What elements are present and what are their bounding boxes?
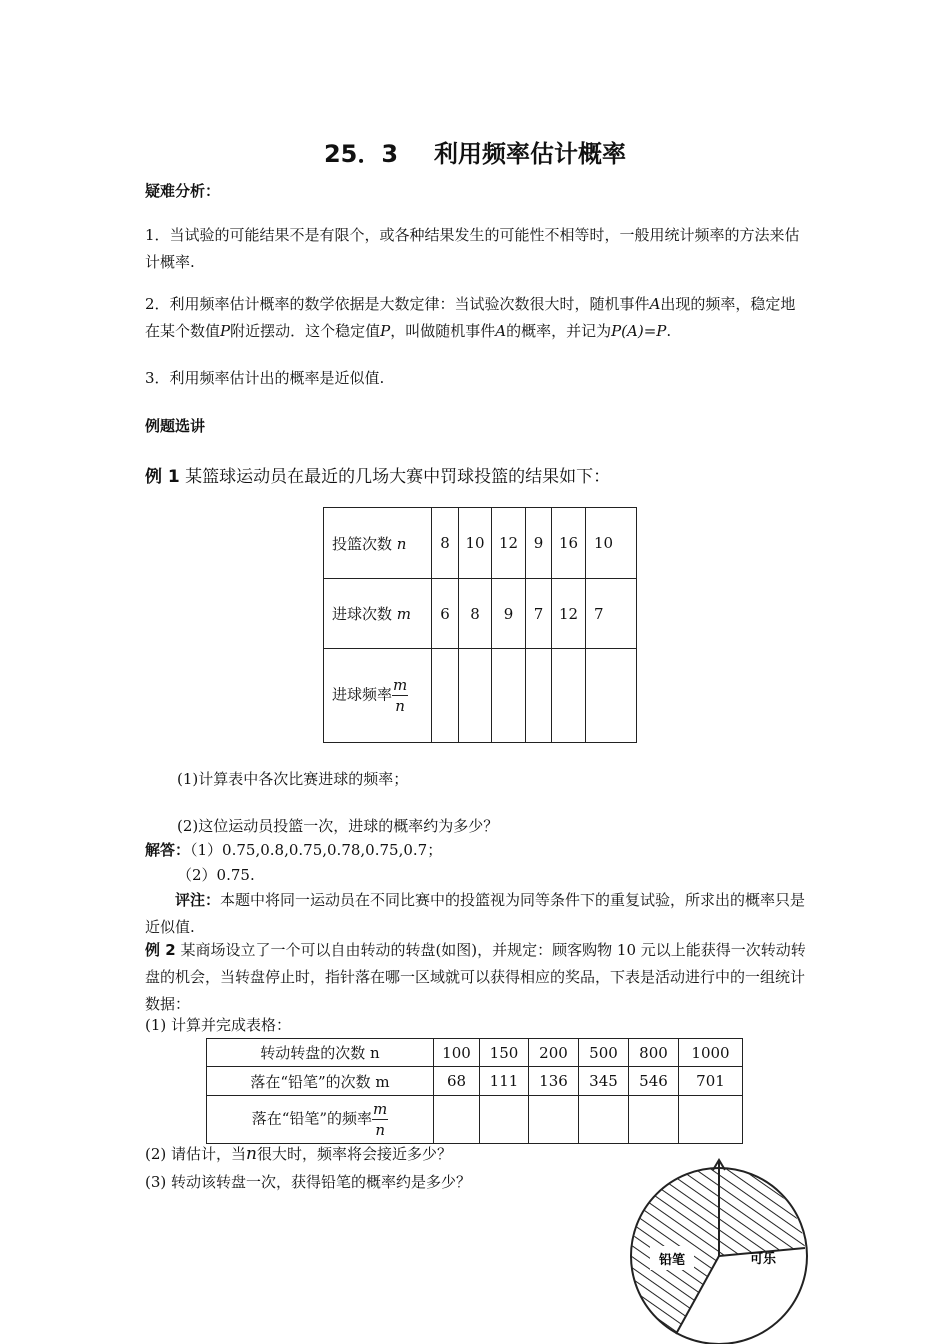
table-cell: 6 — [432, 579, 459, 649]
title-text: 利用频率估计概率 — [434, 140, 627, 168]
examples-heading: 例题选讲 — [145, 417, 206, 435]
table-cell: 345 — [579, 1067, 629, 1096]
table-cell-empty — [529, 1096, 579, 1144]
example1-label: 例 1 — [145, 467, 180, 487]
table-row — [207, 1067, 743, 1096]
pencil-sector-top-right — [719, 1168, 805, 1256]
example2-text: 某商场设立了一个可以自由转动的转盘(如图)，并规定：顾客购物 10 元以上能获得一次转动转盘的机会，当转盘停止时，指针落在哪一区域就可以获得相应的奖品，下表是活动进行中的一组统计数据： — [145, 941, 806, 1013]
analysis-item-1: 1．当试验的可能结果不是有限个，或各种结果发生的可能性不相等时，一般用统计频率的方法来估计概率. — [145, 226, 800, 271]
table-row — [324, 508, 637, 579]
table-cell-empty — [586, 649, 637, 743]
table-cell-empty — [459, 649, 492, 743]
table-cell: 111 — [480, 1067, 529, 1096]
table-cell-empty — [480, 1096, 529, 1144]
row-label: 进球次数 m — [324, 579, 432, 649]
table-cell: 200 — [529, 1039, 579, 1067]
table-cell-empty — [432, 649, 459, 743]
answer-label: 解答： — [145, 841, 191, 859]
table-row — [207, 1096, 743, 1144]
table-cell-empty — [526, 649, 552, 743]
row-label: 落在“铅笔”的次数 m — [207, 1067, 434, 1096]
example2-question-3: (3) 转动该转盘一次，获得铅笔的概率约是多少？ — [145, 1173, 472, 1191]
fraction-m-over-n: $\frac{m}{n}$ — [393, 676, 408, 715]
example1-question-2: (2)这位运动员投篮一次，进球的概率约为多少？ — [177, 817, 499, 835]
example2-question-1: (1) 计算并完成表格： — [145, 1016, 292, 1034]
row-label: 投篮次数 n — [324, 508, 432, 579]
row-label: 进球频率 $\frac{m}{n}$ — [324, 649, 432, 743]
table-cell: 500 — [579, 1039, 629, 1067]
table-cell: 12 — [552, 579, 586, 649]
table-row — [324, 579, 637, 649]
table-cell: 546 — [629, 1067, 679, 1096]
table-cell: 1000 — [679, 1039, 743, 1067]
table-cell: 10 — [586, 508, 637, 579]
table-cell-empty — [434, 1096, 480, 1144]
table-row — [324, 649, 637, 743]
table-cell: 8 — [432, 508, 459, 579]
example2-label: 例 2 — [145, 941, 176, 959]
table-cell: 7 — [586, 579, 637, 649]
example2-table — [206, 1038, 743, 1144]
fraction-m-over-n: $\frac{m}{n}$ — [373, 1100, 388, 1139]
title-number: 25．3 — [323, 140, 399, 168]
spinner-figure — [620, 1150, 820, 1344]
comment-label: 评注： — [175, 891, 221, 909]
analysis-item-2: 2．利用频率估计概率的数学依据是大数定律：当试验次数很大时，随机事件A出现的频率，稳定地在某个数值P附近摆动．这个稳定值P，叫做随机事件A的概率，并记为P(A)=P. — [145, 295, 796, 340]
example1-text: 某篮球运动员在最近的几场大赛中罚球投篮的结果如下： — [185, 467, 611, 487]
example1-answer-2: （2）0.75. — [177, 866, 255, 884]
analysis-heading: 疑难分析： — [145, 182, 221, 200]
example1-answer: 解答：（1）0.75,0.8,0.75,0.78,0.75,0.7； — [145, 841, 443, 859]
table-cell: 68 — [434, 1067, 480, 1096]
table-cell: 7 — [526, 579, 552, 649]
table-cell-empty — [629, 1096, 679, 1144]
example2-intro — [145, 937, 810, 1018]
table-cell: 8 — [459, 579, 492, 649]
pencil-sector-top-left — [632, 1168, 719, 1256]
table-cell-empty — [679, 1096, 743, 1144]
table-cell: 9 — [526, 508, 552, 579]
page-title — [0, 134, 950, 169]
table-cell: 16 — [552, 508, 586, 579]
table-cell: 150 — [480, 1039, 529, 1067]
row-label: 落在“铅笔”的频率 $\frac{m}{n}$ — [207, 1096, 434, 1144]
table-cell-empty — [552, 649, 586, 743]
table-cell-empty — [579, 1096, 629, 1144]
probability-formula: P(A)=P — [611, 322, 667, 340]
table-cell: 136 — [529, 1067, 579, 1096]
table-cell: 9 — [492, 579, 526, 649]
example1-intro — [145, 462, 610, 487]
table-cell: 100 — [434, 1039, 480, 1067]
table-cell: 701 — [679, 1067, 743, 1096]
table-cell-empty — [492, 649, 526, 743]
table-cell: 12 — [492, 508, 526, 579]
table-cell: 10 — [459, 508, 492, 579]
table-cell: 800 — [629, 1039, 679, 1067]
example1-comment: 评注：本题中将同一运动员在不同比赛中的投篮视为同等条件下的重复试验，所求出的概率只是近似值. — [145, 891, 806, 936]
table-row — [207, 1039, 743, 1067]
example1-question-1: (1)计算表中各次比赛进球的频率； — [177, 770, 409, 788]
example2-question-2: (2) 请估计，当n很大时，频率将会接近多少？ — [145, 1144, 452, 1164]
pencil-label: 铅笔 — [658, 1253, 686, 1268]
example1-table — [323, 507, 637, 743]
analysis-item-3: 3．利用频率估计出的概率是近似值. — [145, 369, 385, 387]
cola-label: 可乐 — [749, 1252, 777, 1267]
row-label: 转动转盘的次数 n — [207, 1039, 434, 1067]
